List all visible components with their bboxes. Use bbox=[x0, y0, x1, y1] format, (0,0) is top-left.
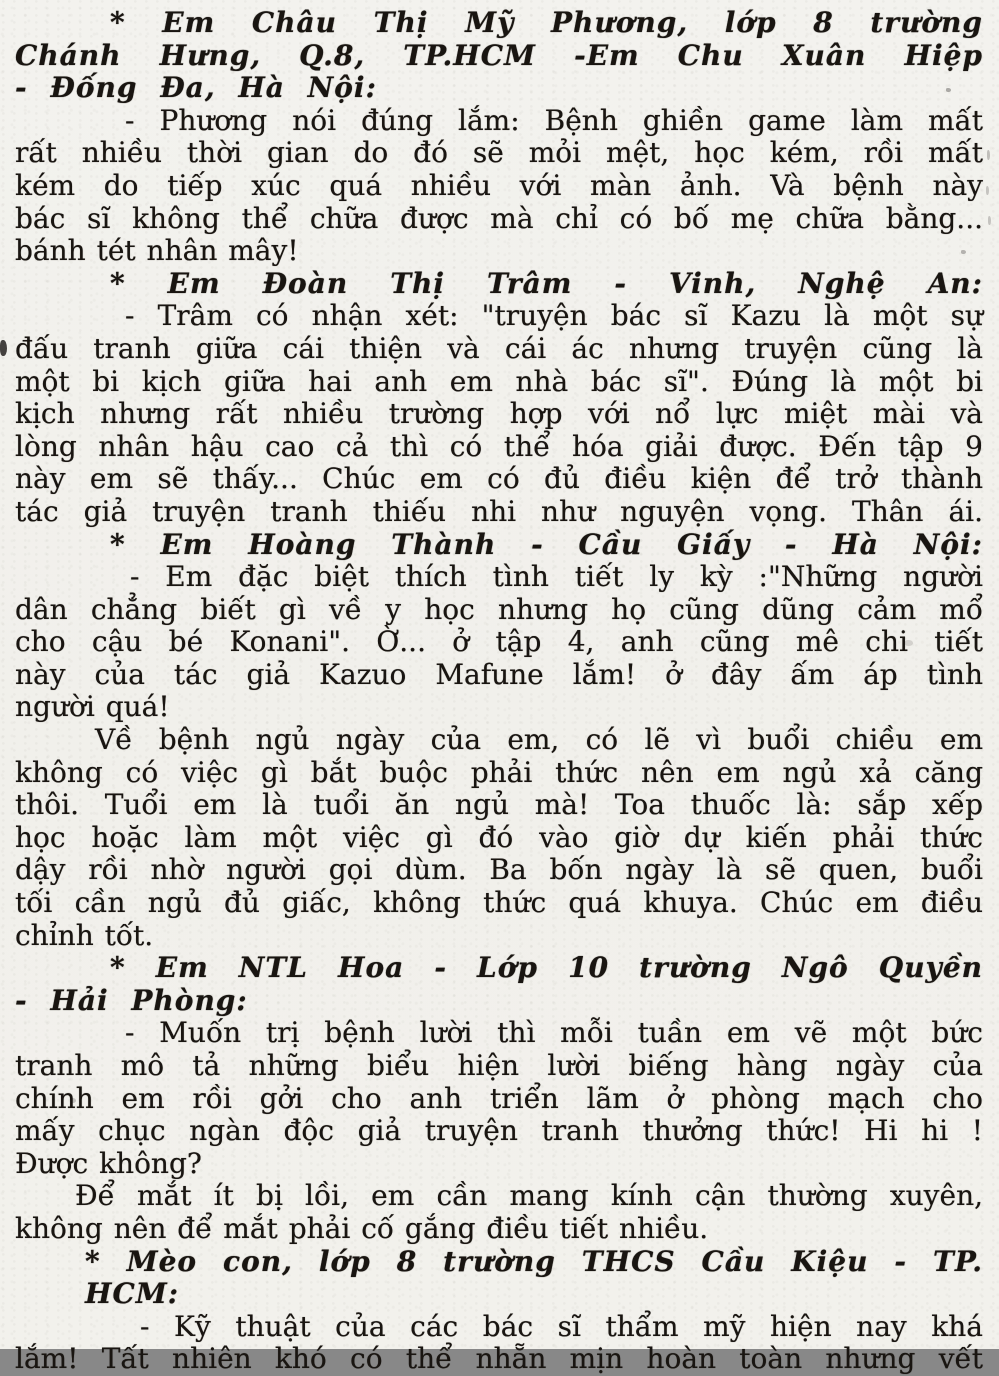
scan-speck bbox=[961, 250, 966, 254]
text-line: - Phương nói đúng lắm: Bệnh ghiền game làm mất bbox=[125, 103, 983, 137]
document-text bbox=[0, 7, 999, 1376]
text-line: tối cần ngủ đủ giấc, không thức quá khuya. Chúc em điều bbox=[15, 886, 983, 920]
text-line: học hoặc làm một việc gì đó vào giờ dự kiến phải thức bbox=[15, 820, 983, 854]
text-line: lắm! Tất nhiên khó có thể nhẵn mịn hoàn toàn nhưng vết bbox=[15, 1342, 983, 1376]
text-line: * Em Hoàng Thành - Cầu Giấy - Hà Nội: bbox=[110, 527, 983, 561]
reader-heading bbox=[15, 7, 983, 105]
text-line: chỉnh tốt. bbox=[15, 918, 154, 952]
answer-paragraph bbox=[15, 1311, 983, 1376]
text-line: Để mắt ít bị lồi, em cần mang kính cận thường xuyên, bbox=[75, 1179, 983, 1213]
answer-paragraph bbox=[15, 1017, 983, 1180]
text-line: tranh mô tả những biểu hiện lười biếng hàng ngày của bbox=[15, 1049, 983, 1082]
text-line: một bi kịch giữa hai anh em nhà bác sĩ". Đúng là một bi bbox=[15, 364, 983, 398]
answer-paragraph bbox=[15, 1180, 983, 1245]
text-line: Chánh Hưng, Q.8, TP.HCM -Em Chu Xuân Hiệp bbox=[15, 38, 983, 72]
text-line: cho cậu bé Konani". Ờ... ở tập 4, anh cũng mê chi tiết bbox=[15, 625, 983, 659]
text-line: không có việc gì bắt buộc phải thức nên em ngủ xả căng bbox=[15, 755, 983, 789]
scan-speck bbox=[946, 88, 951, 92]
text-line: * Em Châu Thị Mỹ Phương, lớp 8 trường bbox=[110, 6, 983, 39]
text-line: chính em rồi gởi cho anh triển lãm ở phòng mạch cho bbox=[15, 1081, 983, 1115]
text-line: người quá! bbox=[15, 690, 170, 724]
text-line: kém do tiếp xúc quá nhiều với màn ảnh. Và bệnh này bbox=[15, 168, 983, 202]
reader-heading bbox=[15, 529, 983, 562]
text-line: Về bệnh ngủ ngày của em, có lẽ vì buổi chiều em bbox=[95, 723, 983, 757]
reader-heading bbox=[15, 952, 983, 1017]
text-line: bác sĩ không thể chữa được mà chỉ có bố mẹ chữa bằng... bbox=[15, 201, 983, 235]
text-line: Được không? bbox=[15, 1146, 202, 1180]
text-line: bánh tét nhân mây! bbox=[15, 234, 299, 268]
reader-heading bbox=[15, 1246, 983, 1311]
reader-heading bbox=[15, 268, 983, 301]
text-line: kịch nhưng rất nhiều trường hợp với nổ lực miệt mài và bbox=[15, 397, 983, 431]
text-line: - Kỹ thuật của các bác sĩ thẩm mỹ hiện nay khá bbox=[140, 1309, 983, 1343]
text-line: - Hải Phòng: bbox=[15, 983, 248, 1017]
text-line: thôi. Tuổi em là tuổi ăn ngủ mà! Toa thuốc là: sắp xếp bbox=[15, 788, 983, 822]
scan-speck bbox=[70, 1098, 76, 1103]
text-line: không nên để mắt phải cố gắng điều tiết nhiều. bbox=[15, 1211, 709, 1245]
text-line: * Em NTL Hoa - Lớp 10 trường Ngô Quyền bbox=[110, 951, 983, 985]
text-line: mấy chục ngàn độc giả truyện tranh thưởng thức! Hi hi ! bbox=[15, 1114, 983, 1148]
scan-speck bbox=[905, 640, 913, 646]
text-line: - Trâm có nhận xét: "truyện bác sĩ Kazu là một sự bbox=[125, 299, 983, 333]
text-line: này em sẽ thấy... Chúc em có đủ điều kiện để trở thành bbox=[15, 462, 983, 496]
scan-speck bbox=[0, 340, 7, 356]
answer-paragraph bbox=[15, 561, 983, 724]
text-line: lòng nhân hậu cao cả thì có thể hóa giải được. Đến tập 9 bbox=[15, 429, 983, 463]
text-line: * Mèo con, lớp 8 trường THCS Cầu Kiệu - TP. HCM: bbox=[85, 1244, 983, 1311]
text-line: - Đống Đa, Hà Nội: bbox=[15, 71, 377, 105]
text-line: dân chẳng biết gì về y học nhưng họ cũng dũng cảm mổ bbox=[15, 592, 983, 626]
text-line: dậy rồi nhờ người gọi dùm. Ba bốn ngày là sẽ quen, buổi bbox=[15, 853, 983, 887]
text-line: - Em đặc biệt thích tình tiết ly kỳ :"Những người bbox=[130, 560, 983, 594]
scan-speck bbox=[986, 186, 989, 195]
answer-paragraph bbox=[15, 105, 983, 268]
text-line: tác giả truyện tranh thiếu nhi như nguyện vọng. Thân ái. bbox=[15, 494, 983, 528]
text-line: * Em Đoàn Thị Trâm - Vinh, Nghệ An: bbox=[110, 266, 983, 300]
text-line: - Muốn trị bệnh lười thì mỗi tuần em vẽ một bức bbox=[125, 1016, 983, 1050]
text-line: rất nhiều thời gian do đó sẽ mỏi mệt, học kém, rồi mất bbox=[15, 136, 983, 170]
answer-paragraph bbox=[15, 724, 983, 952]
answer-paragraph bbox=[15, 300, 983, 528]
scan-speck bbox=[987, 150, 990, 160]
scan-speck bbox=[988, 216, 991, 225]
text-line: này của tác giả Kazuo Mafune lắm! ở đây ấm áp tình bbox=[15, 657, 983, 691]
text-line: đấu tranh giữa cái thiện và cái ác nhưng truyện cũng là bbox=[15, 331, 983, 365]
